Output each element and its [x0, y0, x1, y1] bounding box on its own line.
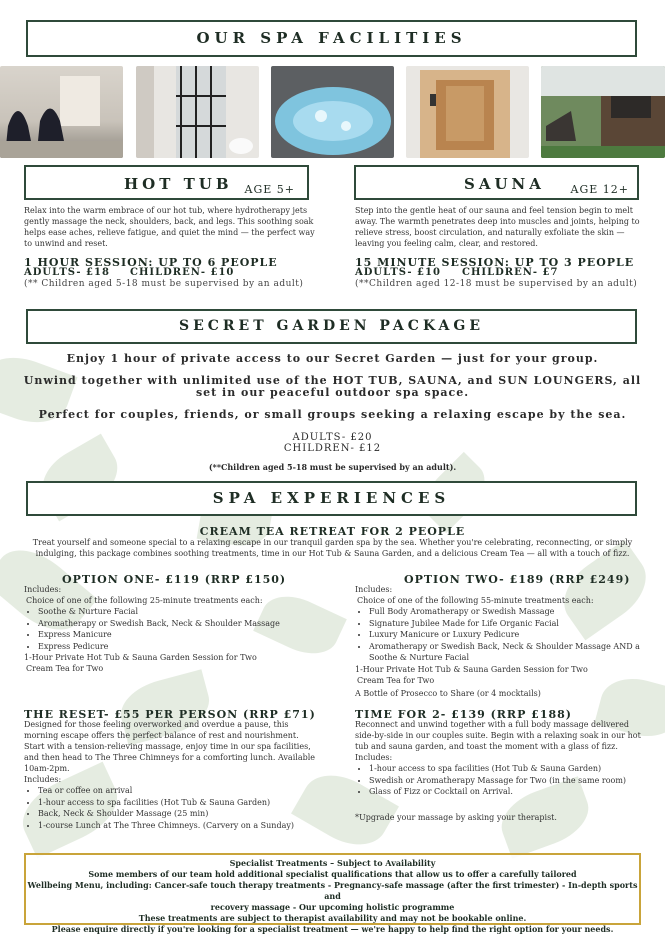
list-item: • Express Pedicure — [38, 641, 324, 653]
option-one-includes: Includes: — [24, 585, 62, 594]
garden-line-3: Perfect for couples, friends, or small groups seeking a relaxing escape by the sea. — [38, 408, 627, 421]
option-one-title: OPTION ONE- £119 (RRP £150) — [62, 573, 287, 586]
specialist-line-5: These treatments are subject to therapist availability and may not be bookable online. — [138, 913, 527, 923]
sauna-child-price: CHILDREN- £7 — [462, 267, 559, 278]
sauna-adult-price: ADULTS- £10 — [355, 267, 441, 278]
list-item: • 1-hour access to spa facilities (Hot Tub & Sauna Garden) — [38, 797, 319, 809]
time-for-2-upgrade: *Upgrade your massage by asking your therapist. — [355, 812, 557, 822]
hot-tub-child-price: CHILDREN- £10 — [130, 267, 235, 278]
page-title-text: OUR SPA FACILITIES — [196, 29, 467, 47]
specialist-line-6: Please enquire directly if you're looking for a specialist treatment — we're happy to help find the right option for your needs. — [51, 924, 614, 934]
time-for-2-title: TIME FOR 2- £139 (RRP £188) — [355, 708, 572, 721]
garden-heading — [26, 309, 637, 344]
specialist-heading: Specialist Treatments – Subject to Availability — [229, 858, 436, 868]
option-two-extra-3: A Bottle of Prosecco to Share (or 4 mocktails) — [355, 688, 541, 698]
sauna-session: 15 MINUTE SESSION: UP TO 3 PEOPLE — [355, 256, 635, 269]
list-item: • Tea or coffee on arrival — [38, 785, 319, 797]
hot-tub-title: HOT TUB — [124, 175, 233, 193]
list-item: • Glass of Fizz or Cocktail on Arrival. — [369, 786, 645, 798]
specialist-box — [24, 853, 641, 934]
reset-list — [24, 785, 319, 831]
reset-title: THE RESET- £55 PER PERSON (RRP £71) — [24, 708, 316, 721]
sauna-photo — [406, 66, 529, 158]
time-for-2-includes: Includes: — [355, 753, 393, 762]
list-item: • Luxury Manicure or Luxury Pedicure — [369, 629, 645, 641]
page-title — [26, 20, 637, 57]
reset-details — [24, 719, 319, 831]
option-one-extra-2: Cream Tea for Two — [26, 664, 104, 673]
hot-tub-note: (** Children aged 5-18 must be supervised by an adult) — [24, 279, 304, 289]
list-item: • Express Manicure — [38, 629, 324, 641]
specialist-line-2: Some members of our team hold additional specialist qualifications that allow us to offer a carefully tailored — [88, 869, 577, 879]
list-item: • 1-course Lunch at The Three Chimneys. (Carvery on a Sunday) — [38, 820, 319, 832]
garden-text — [20, 351, 645, 472]
reset-includes: Includes: — [24, 775, 62, 784]
cream-tea-title: CREAM TEA RETREAT FOR 2 PEOPLE — [199, 525, 466, 538]
option-two-list — [355, 606, 645, 664]
garden-title: SECRET GARDEN PACKAGE — [178, 318, 485, 334]
sauna-title: SAUNA — [464, 175, 545, 193]
sauna-heading — [354, 165, 639, 200]
option-one-details — [24, 584, 324, 674]
garden-adult-price: ADULTS- £20 — [292, 432, 373, 443]
list-item: • Full Body Aromatherapy or Swedish Massage — [369, 606, 645, 618]
list-item: • Soothe & Nurture Facial — [38, 606, 324, 618]
hot-tub-adult-price: ADULTS- £18 — [24, 267, 110, 278]
time-for-2-list — [355, 763, 645, 798]
garden-photo — [541, 66, 665, 158]
list-item: • Swedish or Aromatherapy Massage for Two (in the same room) — [369, 775, 645, 787]
option-two-title: OPTION TWO- £189 (RRP £249) — [404, 573, 631, 586]
hot-tub-heading — [24, 165, 309, 200]
experiences-title: SPA EXPERIENCES — [212, 489, 451, 507]
garden-line-2: Unwind together with unlimited use of the HOT TUB, SAUNA, and SUN LOUNGERS, all set in our peaceful outdoor spa space. — [23, 374, 642, 399]
sauna-note: (**Children aged 12-18 must be supervised by an adult) — [355, 279, 638, 289]
option-two-details — [355, 584, 645, 699]
hot-tub-description: Relax into the warm embrace of our hot tub, where hydrotherapy jets gently massage the neck, shoulders, back, and legs. This soothing soak helps ease aches, relieve fatigue, and quiet the mind — the perfect way to unwind and reset. — [24, 206, 315, 248]
lounge-photo — [0, 66, 123, 158]
time-for-2-description: Reconnect and unwind together with a full body massage delivered side-by-side in our couples suite. Begin with a relaxing soak in our hot tub and sauna garden, and toast the moment with a glass of fizz. — [355, 720, 641, 751]
option-one-choice: Choice of one of the following 25-minute treatments each: — [26, 596, 263, 605]
garden-note: (**Children aged 5-18 must be supervised by an adult). — [208, 462, 457, 472]
option-one-extra-1: 1-Hour Private Hot Tub & Sauna Garden Session for Two — [24, 653, 257, 662]
hot-tub-age-badge: AGE 5+ — [244, 183, 295, 196]
option-two-choice: Choice of one of the following 55-minute treatments each: — [357, 596, 594, 605]
hot-tub-photo — [271, 66, 394, 158]
option-one-list — [24, 606, 324, 652]
specialist-line-3: Wellbeing Menu, including: Cancer-safe touch therapy treatments - Pregnancy-safe massage (after the first trimester) - In-depth sports and — [27, 880, 638, 901]
option-two-includes: Includes: — [355, 585, 393, 594]
list-item: • Back, Neck & Shoulder Massage (25 min) — [38, 808, 319, 820]
cream-tea-description: Treat yourself and someone special to a relaxing escape in our tranquil garden spa by the sea. Whether you're celebrating, reconnecting, or simply indulging, this package combines soothing treatments, time in our Hot Tub & Sauna Garden, and a delicious Cream Tea — all with a touch of fizz. — [32, 538, 633, 558]
experiences-heading — [26, 481, 637, 516]
list-item: • 1-hour access to spa facilities (Hot Tub & Sauna Garden) — [369, 763, 645, 775]
sauna-description: Step into the gentle heat of our sauna and feel tension begin to melt away. The warmth penetrates deep into muscles and joints, helping to relieve stress, boost circulation, and naturally exfoliate the skin — leaving you feeling calm, clear, and restored. — [355, 206, 640, 248]
list-item: • Aromatherapy or Swedish Back, Neck & Shoulder Massage AND a Soothe & Nurture Facial — [369, 641, 645, 664]
hot-tub-session: 1 HOUR SESSION: UP TO 6 PEOPLE — [24, 256, 278, 269]
sauna-age-badge: AGE 12+ — [570, 183, 629, 196]
list-item: • Signature Jubilee Made for Life Organic Facial — [369, 618, 645, 630]
option-two-extra-1: 1-Hour Private Hot Tub & Sauna Garden Session for Two — [355, 664, 588, 674]
reset-description: Designed for those feeling overworked and overdue a pause, this morning escape offers the perfect balance of rest and nourishment. Start with a tension-relieving massage, enjoy time in our spa facilities, and then head to The Three Chimneys for a comforting lunch. Available 10am-2pm. — [24, 720, 315, 773]
specialist-line-4: recovery massage - Our upcoming holistic programme — [210, 902, 455, 912]
option-two-extra-2: Cream Tea for Two — [357, 675, 435, 685]
garden-child-price: CHILDREN- £12 — [283, 443, 382, 454]
garden-line-1: Enjoy 1 hour of private access to our Secret Garden — just for your group. — [66, 352, 599, 365]
list-item: • Aromatherapy or Swedish Back, Neck & Shoulder Massage — [38, 618, 324, 630]
time-for-2-details — [355, 719, 645, 823]
shower-photo — [136, 66, 259, 158]
